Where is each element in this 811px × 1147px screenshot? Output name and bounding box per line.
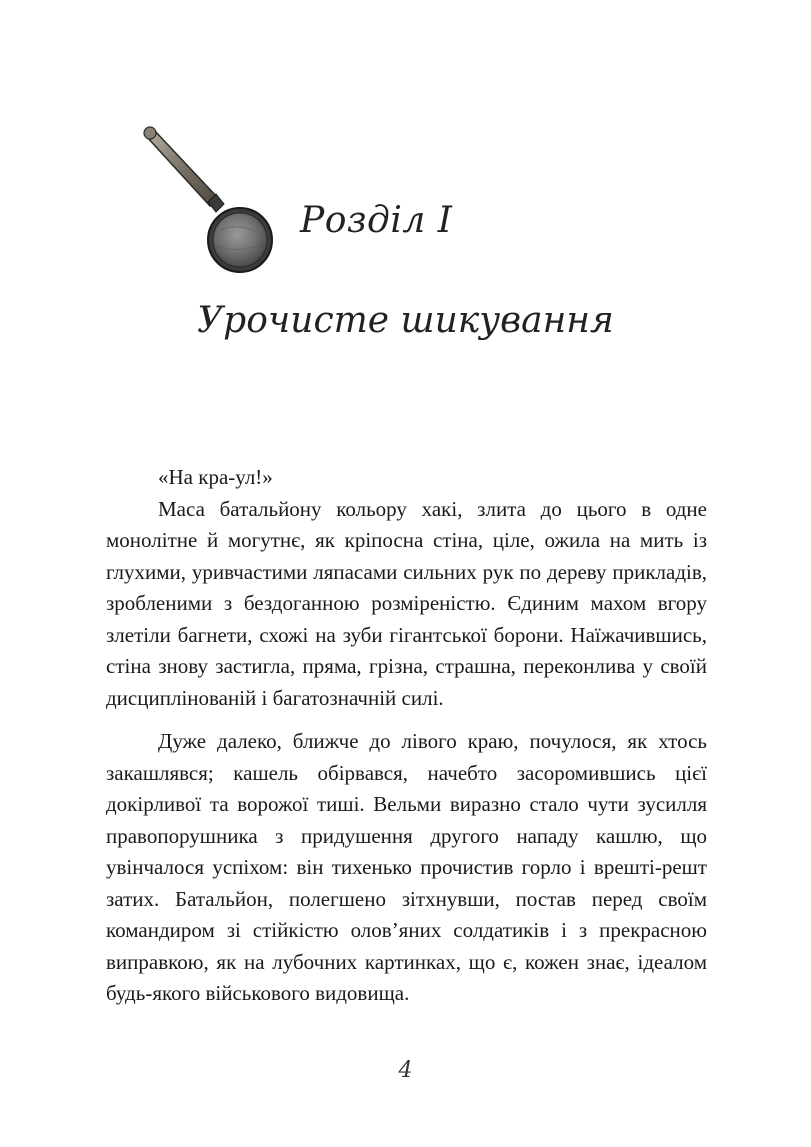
chapter-heading: Розділ I (300, 200, 453, 241)
page-number: 4 (398, 1058, 413, 1083)
paragraph: Дуже далеко, ближче до лівого краю, почулося, як хтось закашлявся; кашель обірвався, начебто засоромившись цієї докірливої та ворожої тиші. Вельми виразно стало чути зусилля правопорушника з придушення другого нападу кашлю, що увінчалося успіхом: він тихенько прочистив горло і врешті-решт затих. Батальйон, полегшено зітхнувши, постав перед своїм командиром зі стійкістю олов’яних солдатиків і з прекрасною виправкою, як на лубочних картинках, що є, кожен знає, ідеалом будь-якого військового видовища. (106, 729, 707, 1005)
paragraph: Маса батальйону кольору хакі, злита до цього в одне монолітне й могутнє, як кріпосна стіна, ціле, ожила на мить із глухими, уривчастими ляпасами сильних рук по дереву прикладів, зробленими з бездоганною розміреністю. Єдиним махом вгору злетіли багнети, схожі на зуби гігантської борони. Наїжачившись, стіна знову застигла, пряма, грізна, страшна, переконлива у своїй дисциплінованій і багатозначній силі. (106, 496, 707, 710)
chapter-title: Урочисте шикування (197, 300, 614, 341)
magnifying-glass-icon (132, 122, 282, 282)
paragraph: «На кра-ул!» (158, 465, 273, 489)
body-text (106, 462, 707, 1010)
